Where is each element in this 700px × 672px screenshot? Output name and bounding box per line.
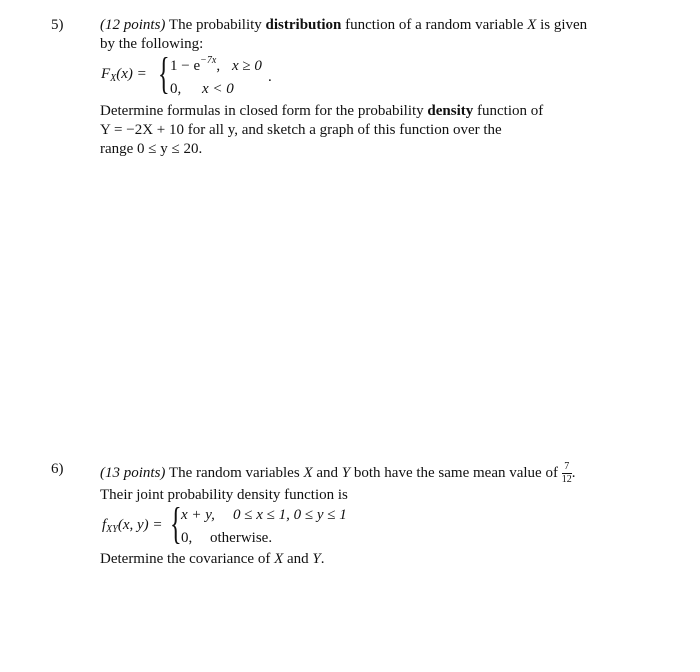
q5-case1-sep: , [216, 58, 221, 74]
q6-points: (13 points) [100, 464, 166, 481]
q5-case2-expr: 0, [170, 81, 182, 97]
q5-brace: { [158, 49, 170, 98]
q5-func-arg: (x) = [116, 66, 147, 82]
q6-last-line [100, 552, 325, 567]
q6-last-and: and [283, 551, 313, 567]
q5-func-F: F [101, 66, 111, 82]
q5-p2-a: Determine formulas in closed form for the probability [100, 103, 428, 119]
q5-number: 5) [51, 17, 64, 33]
q5-p2-b: function of [473, 103, 544, 119]
q6-last-y: Y [312, 551, 321, 567]
q6-intro-and: and [312, 464, 342, 481]
q6-last-x: X [274, 551, 284, 567]
q6-line2: Their joint probability density function is [100, 487, 348, 503]
q5-trail-dot: . [268, 69, 272, 85]
q5-var-x: X [527, 17, 537, 33]
q5-function-lhs [101, 67, 147, 82]
q6-case1-expr: x + y, [181, 507, 215, 523]
q5-case2-cond: x < 0 [202, 81, 234, 97]
q6-case2-expr: 0, [181, 530, 193, 546]
q6-function-lhs [102, 518, 163, 533]
q5-intro-line [100, 18, 587, 33]
q6-var-x: X [303, 464, 313, 481]
q5-paragraph2-line1 [100, 104, 543, 119]
q6-frac-num: 7 [562, 462, 572, 474]
q6-frac-den: 12 [561, 474, 572, 485]
q6-case1-cond: 0 ≤ x ≤ 1, 0 ≤ y ≤ 1 [233, 507, 347, 523]
q5-p2-bold: density [427, 103, 474, 119]
q5-case1-exp: −7x [200, 55, 217, 66]
q6-func-sub: XY [106, 524, 118, 535]
q5-line2: by the following: [100, 36, 204, 52]
q6-case2-cond: otherwise. [210, 530, 273, 546]
q6-intro-line [100, 462, 575, 485]
q6-intro-a: The random variables [165, 464, 304, 481]
q5-intro-bold: distribution [265, 17, 342, 33]
q5-intro-c: is given [536, 17, 588, 33]
q5-case1-cond: x ≥ 0 [232, 58, 262, 74]
q5-paragraph2-line3: range 0 ≤ y ≤ 20. [100, 141, 203, 157]
q6-last-a: Determine the covariance of [100, 551, 275, 567]
q6-mean-fraction [562, 462, 572, 485]
q5-intro-b: function of a random variable [341, 17, 528, 33]
q6-func-f: f [102, 517, 107, 533]
q6-var-y: Y [341, 464, 351, 481]
q5-func-sub: X [110, 73, 117, 84]
q5-intro-a: The probability [165, 17, 266, 33]
q6-last-dot: . [320, 551, 325, 567]
q6-func-arg: (x, y) = [117, 517, 163, 533]
q6-trail-dot: . [571, 464, 576, 481]
q5-paragraph2-line2: Y = −2X + 10 for all y, and sketch a graph of this function over the [100, 122, 502, 138]
q6-number: 6) [51, 461, 64, 477]
q5-points: (12 points) [100, 17, 166, 33]
q6-intro-b: both have the same mean value of [350, 464, 562, 481]
q6-brace: { [170, 499, 182, 548]
q5-case1 [170, 55, 221, 74]
q5-case1-expr: 1 − e [170, 58, 201, 74]
